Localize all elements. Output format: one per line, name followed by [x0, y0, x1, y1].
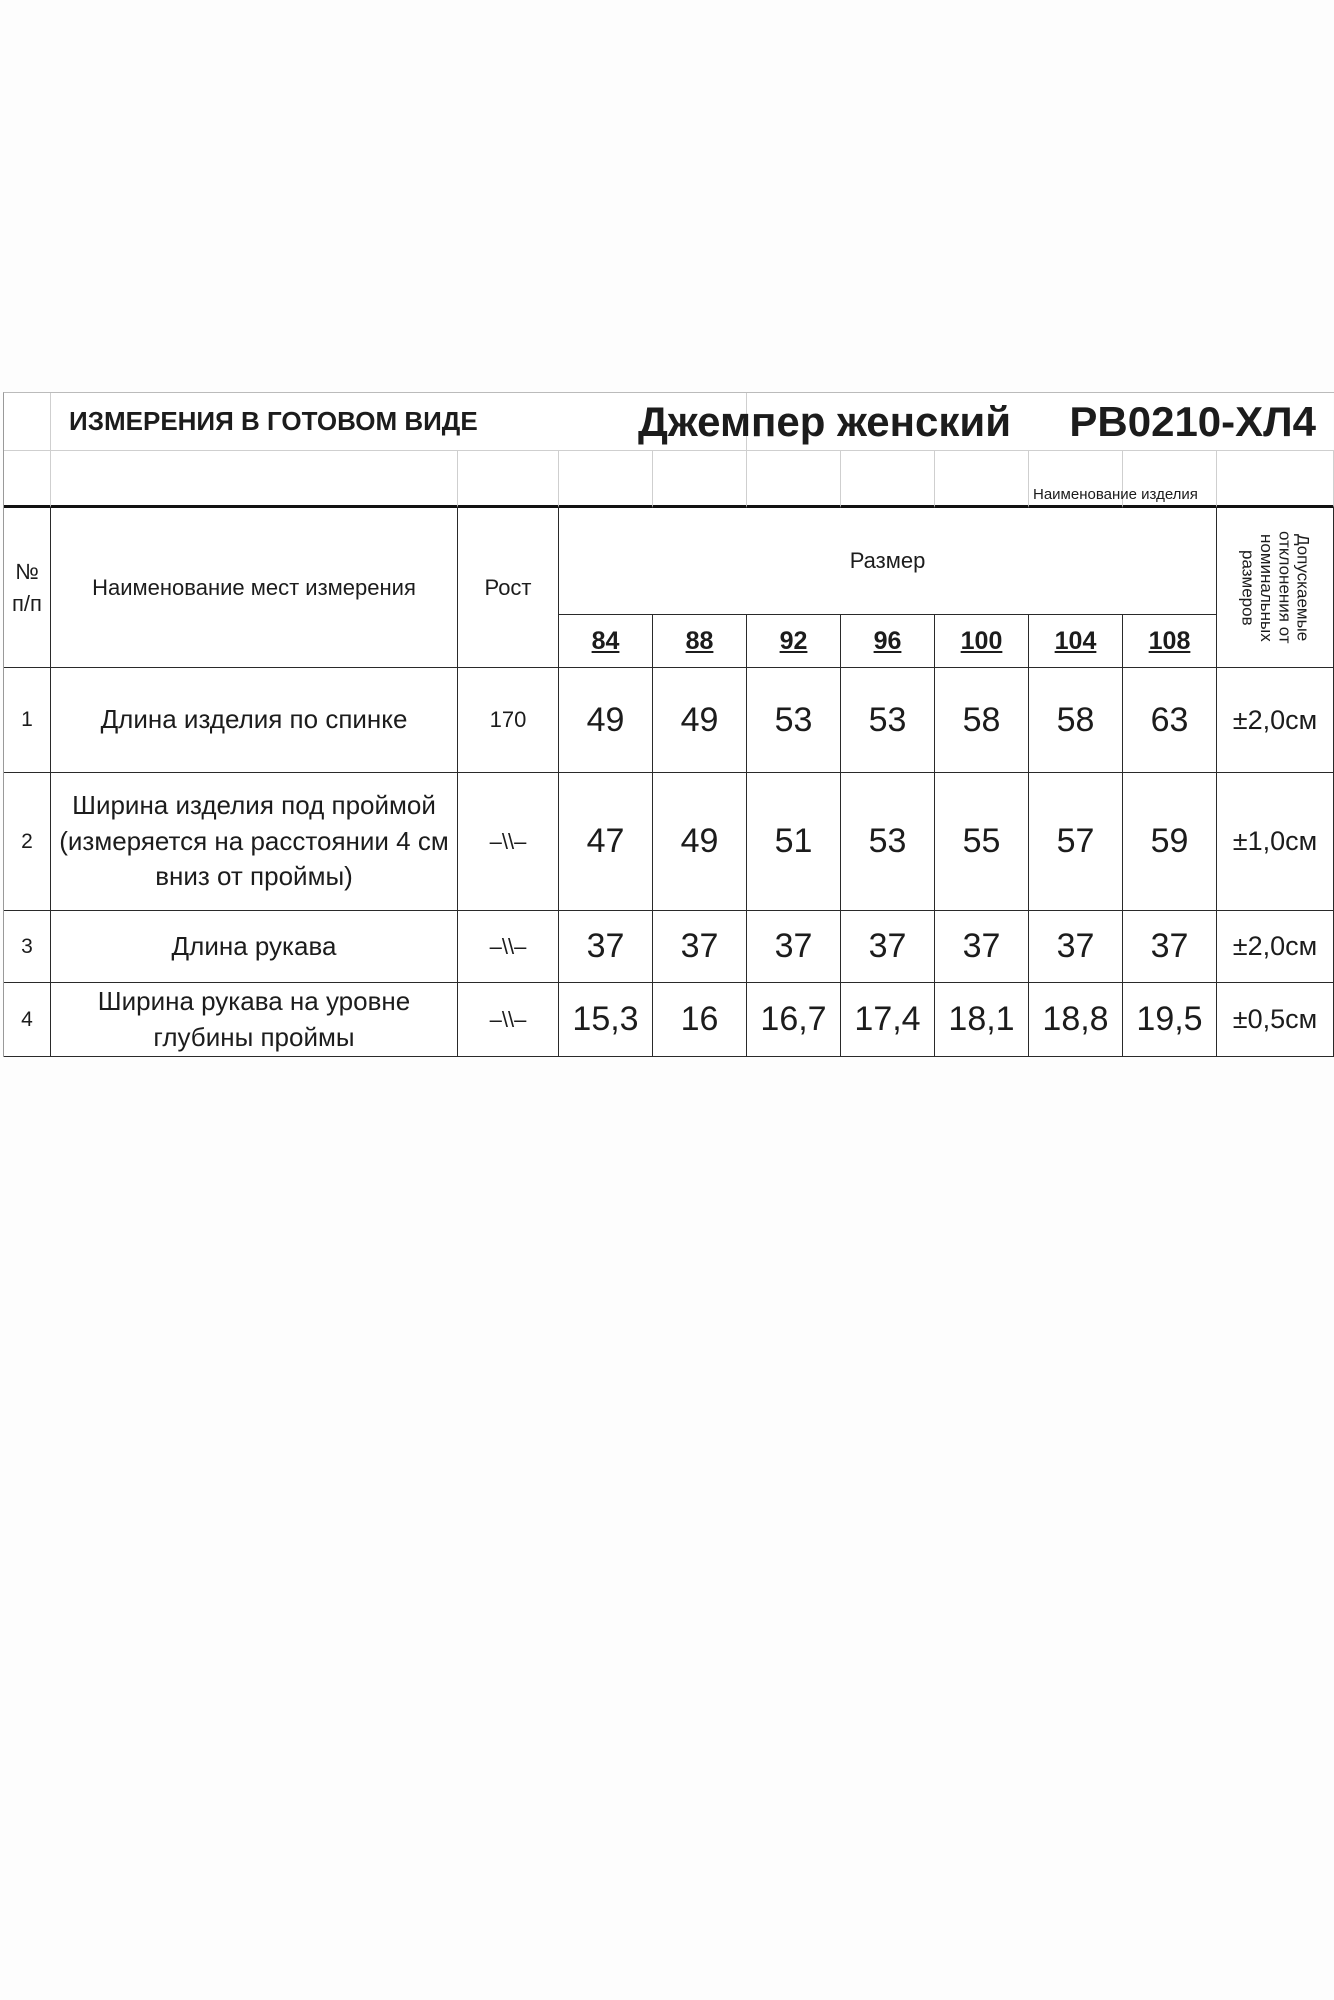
measure-name-column-header: Наименование мест измерения — [51, 508, 458, 668]
measurement-sheet — [3, 392, 1333, 1056]
blank-cell — [559, 451, 653, 508]
size-header: 88 — [653, 615, 747, 668]
tolerance-value: ±2,0см — [1217, 668, 1334, 773]
measure-value: 53 — [841, 668, 935, 773]
blank-cell — [841, 451, 935, 508]
size-header: 84 — [559, 615, 653, 668]
size-header: 96 — [841, 615, 935, 668]
blank-cell — [458, 451, 559, 508]
measure-value: 63 — [1123, 668, 1217, 773]
measure-value: 19,5 — [1123, 983, 1217, 1057]
tolerance-value: ±1,0см — [1217, 773, 1334, 911]
measure-value: 18,8 — [1029, 983, 1123, 1057]
sheet-title: ИЗМЕРЕНИЯ В ГОТОВОМ ВИДЕ — [51, 393, 747, 451]
measure-value: 17,4 — [841, 983, 935, 1057]
measure-value: 49 — [653, 668, 747, 773]
measure-value: 16 — [653, 983, 747, 1057]
measure-value: 49 — [559, 668, 653, 773]
blank-cell — [1217, 451, 1334, 508]
row-number: 1 — [4, 668, 51, 773]
size-header: 92 — [747, 615, 841, 668]
blank-cell — [747, 451, 841, 508]
size-header: 104 — [1029, 615, 1123, 668]
measure-name: Длина изделия по спинке — [51, 668, 458, 773]
measure-name: Длина рукава — [51, 911, 458, 983]
product-caption: Наименование изделия — [1033, 486, 1198, 503]
measure-value: 37 — [559, 911, 653, 983]
measure-value: 58 — [1029, 668, 1123, 773]
height-value: 170 — [458, 668, 559, 773]
measure-value: 49 — [653, 773, 747, 911]
height-value: –\\– — [458, 911, 559, 983]
size-header: 108 — [1123, 615, 1217, 668]
height-value: –\\– — [458, 983, 559, 1057]
tolerance-column-header — [1217, 508, 1334, 668]
row-number: 2 — [4, 773, 51, 911]
measure-value: 47 — [559, 773, 653, 911]
measure-value: 58 — [935, 668, 1029, 773]
measure-value: 15,3 — [559, 983, 653, 1057]
number-column-header: № п/п — [4, 508, 51, 668]
tolerance-header-text: Допускаемые отклонения от номинальных размеров — [1238, 531, 1313, 644]
product-title: Джемпер женский PB0210-ХЛ4 — [747, 393, 1334, 451]
measure-value: 37 — [1123, 911, 1217, 983]
blank-cell — [653, 451, 747, 508]
measure-value: 37 — [841, 911, 935, 983]
measure-value: 59 — [1123, 773, 1217, 911]
measure-value: 55 — [935, 773, 1029, 911]
measure-value: 57 — [1029, 773, 1123, 911]
row-number: 4 — [4, 983, 51, 1057]
tolerance-value: ±2,0см — [1217, 911, 1334, 983]
measure-value: 37 — [935, 911, 1029, 983]
measure-value: 16,7 — [747, 983, 841, 1057]
tolerance-value: ±0,5см — [1217, 983, 1334, 1057]
row-number: 3 — [4, 911, 51, 983]
size-header: 100 — [935, 615, 1029, 668]
blank-cell — [4, 393, 51, 451]
measure-value: 18,1 — [935, 983, 1029, 1057]
measure-value: 53 — [747, 668, 841, 773]
height-column-header: Рост — [458, 508, 559, 668]
size-group-header: Размер — [559, 508, 1217, 615]
measure-value: 37 — [653, 911, 747, 983]
blank-cell — [4, 451, 51, 508]
measure-value: 37 — [747, 911, 841, 983]
height-value: –\\– — [458, 773, 559, 911]
measure-value: 37 — [1029, 911, 1123, 983]
blank-cell — [51, 451, 458, 508]
measure-name: Ширина изделия под проймой (измеряется на расстоянии 4 см вниз от проймы) — [51, 773, 458, 911]
blank-cell — [935, 451, 1029, 508]
measure-value: 53 — [841, 773, 935, 911]
measure-value: 51 — [747, 773, 841, 911]
measure-name: Ширина рукава на уровне глубины проймы — [51, 983, 458, 1057]
